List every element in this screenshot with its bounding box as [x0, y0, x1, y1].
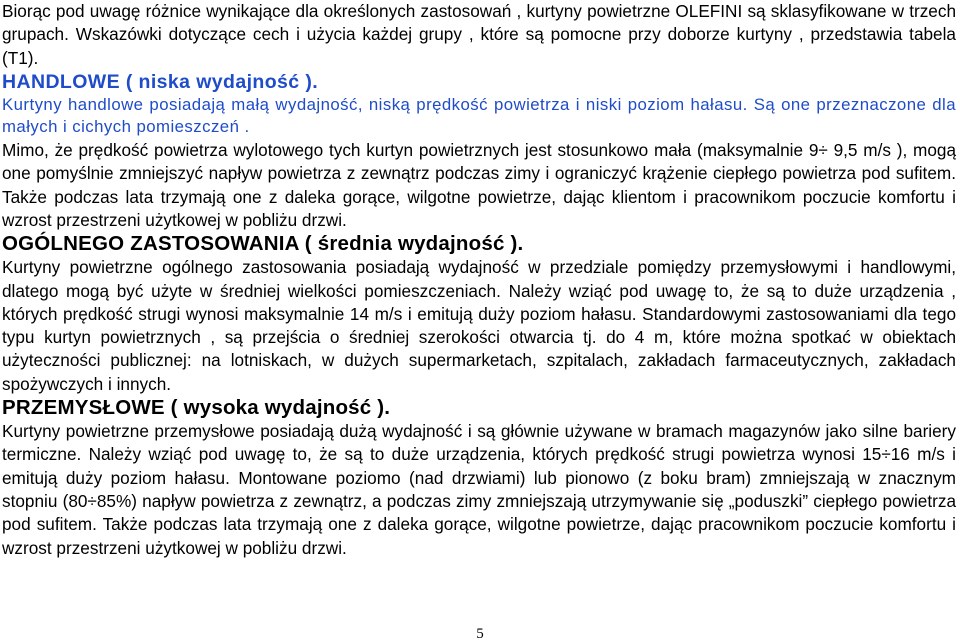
- handlowe-description: Kurtyny handlowe posiadają małą wydajność, niską prędkość powietrza i niski poziom hałasu. Są one przeznaczone dla małych i cichych pomieszczeń .: [2, 94, 956, 137]
- intro-paragraph: Biorąc pod uwagę różnice wynikające dla określonych zastosowań , kurtyny powietrzne OLEFINI są sklasyfikowane w trzech grupach. Wskazówki dotyczące cech i użycia każdej grupy , które są pomocne przy doborze kurtyny , przedstawia tabela (T1).: [2, 1, 956, 68]
- page-number: 5: [476, 626, 484, 642]
- heading-ogolnego-zastosowania: OGÓLNEGO ZASTOSOWANIA ( średnia wydajność ).: [2, 232, 524, 256]
- przemyslowe-body: Kurtyny powietrzne przemysłowe posiadają dużą wydajność i są głównie używane w bramach magazynów jako silne bariery termiczne. Należy wziąć pod uwagę to, że są to duże urządzenia, których prędkość strugi powietrza wynosi 15÷16 m/s i emitują duży poziom hałasu. Montowane poziomo (nad drzwiami) lub pionowo (z boku bram) zmniejszają w znacznym stopniu (80÷85%) napływ powietrza z zewnątrz, a podczas zimy zmniejszają utrzymywanie się „poduszki” ciepłego powietrza pod sufitem. Także podczas lata trzymają one z daleka gorące, wilgotne powietrze, dając pracownikom poczucie komfortu i wzrost przestrzeni użytkowej w pobliżu drzwi.: [2, 421, 956, 558]
- handlowe-body: Mimo, że prędkość powietrza wylotowego tych kurtyn powietrznych jest stosunkowo mała (maksymalnie 9÷ 9,5 m/s ), mogą one pomyślnie zmniejszyć napływ powietrza z zewnątrz podczas zimy i ograniczyć krążenie ciepłego powietrza pod sufitem. Także podczas lata trzymają one z daleka gorące, wilgotne powietrze, dając klientom i pracownikom poczucie komfortu i wzrost przestrzeni użytkowej w pobliżu drzwi.: [2, 140, 956, 230]
- document-page: [2, 0, 956, 560]
- heading-przemyslowe: PRZEMYSŁOWE ( wysoka wydajność ).: [2, 396, 391, 420]
- ogolnego-body: Kurtyny powietrzne ogólnego zastosowania posiadają wydajność w przedziale pomiędzy przemysłowymi i handlowymi, dlatego mogą być użyte w średniej wielkości pomieszczeniach. Należy wziąć pod uwagę to, że są to duże urządzenia , których prędkość strugi wynosi maksymalnie 14 m/s i emitują duży poziom hałasu. Standardowymi zastosowaniami dla tego typu kurtyn powietrznych , są przejścia o średniej szerokości otwarcia tj. do 4 m, które można spotkać w obiektach użyteczności publicznej: na lotniskach, w dużych supermarketach, szpitalach, zakładach farmaceutycznych, zakładach spożywczych i innych.: [2, 257, 956, 394]
- heading-handlowe: HANDLOWE ( niska wydajność ).: [2, 70, 319, 93]
